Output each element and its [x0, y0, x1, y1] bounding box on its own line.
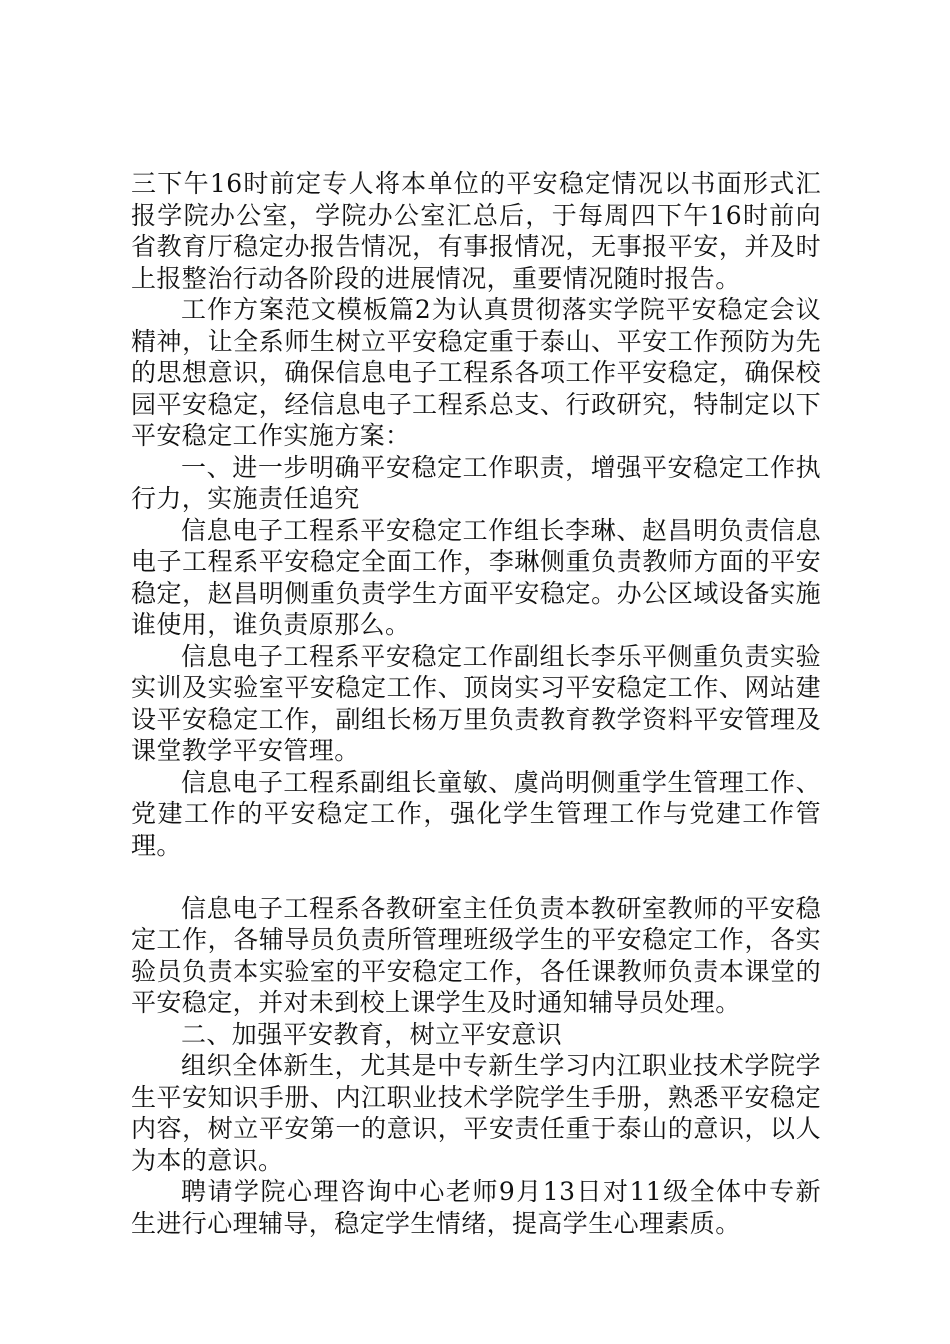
paragraph-safety-education: 组织全体新生，尤其是中专新生学习内江职业技术学院学生平安知识手册、内江职业技术学院学生手册，熟悉平安稳定内容，树立平安第一的意识，平安责任重于泰山的意识，以人为本的意识。: [131, 1051, 821, 1175]
paragraph-deputy-leader: 信息电子工程系平安稳定工作副组长李乐平侧重负责实验实训及实验室平安稳定工作、顶岗实习平安稳定工作、网站建设平安稳定工作，副组长杨万里负责教育教学资料平安管理及课堂教学平安管理。: [131, 641, 821, 765]
section-heading-2: 二、加强平安教育，树立平安意识: [181, 1019, 563, 1049]
document-body: [131, 168, 821, 1239]
paragraph-counseling: 聘请学院心理咨询中心老师9月13日对11级全体中专新生进行心理辅导，稳定学生情绪，提高学生心理素质。: [131, 1177, 821, 1238]
paragraph-student-management: 信息电子工程系副组长童敏、虞尚明侧重学生管理工作、党建工作的平安稳定工作，强化学生管理工作与党建工作管理。: [131, 767, 821, 860]
section-heading-1: 一、进一步明确平安稳定工作职责，增强平安稳定工作执行力，实施责任追究: [131, 452, 821, 513]
paragraph-continuation: 三下午16时前定专人将本单位的平安稳定情况以书面形式汇报学院办公室，学院办公室汇总后，于每周四下午16时前向省教育厅稳定办报告情况，有事报情况，无事报平安，并及时上报整治行动各阶段的进展情况，重要情况随时报告。: [131, 169, 821, 293]
paragraph-plan-intro: 工作方案范文模板篇2为认真贯彻落实学院平安稳定会议精神，让全系师生树立平安稳定重于泰山、平安工作预防为先的思想意识，确保信息电子工程系各项工作平安稳定，确保校园平安稳定，经信息电子工程系总支、行政研究，特制定以下平安稳定工作实施方案：: [131, 295, 821, 450]
paragraph-section-heads: 信息电子工程系各教研室主任负责本教研室教师的平安稳定工作，各辅导员负责所管理班级学生的平安稳定工作，各实验员负责本实验室的平安稳定工作，各任课教师负责本课堂的平安稳定，并对未到校上课学生及时通知辅导员处理。: [131, 893, 821, 1017]
paragraph-group-leader: 信息电子工程系平安稳定工作组长李琳、赵昌明负责信息电子工程系平安稳定全面工作，李琳侧重负责教师方面的平安稳定，赵昌明侧重负责学生方面平安稳定。办公区域设备实施谁使用，谁负责原那么。: [131, 515, 821, 639]
